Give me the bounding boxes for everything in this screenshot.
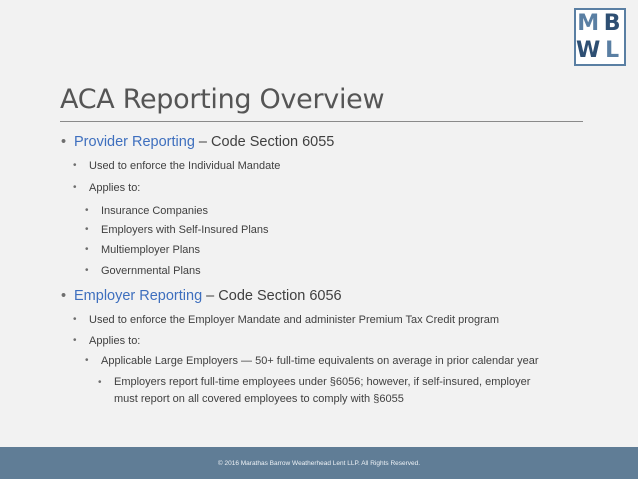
logo-letter: L <box>605 37 620 63</box>
sub-sub-bullet-continuation: must report on all covered employees to comply with §6055 <box>114 393 404 405</box>
bullet-item: • Applies to: <box>89 335 140 347</box>
sub-bullet-item: • Employers with Self-Insured Plans <box>101 224 269 236</box>
section-heading-employer <box>74 288 342 304</box>
bullet-item: • Used to enforce the Employer Mandate and administer Premium Tax Credit program <box>89 314 499 326</box>
section-heading-rest: – Code Section 6056 <box>202 288 342 304</box>
slide-title: ACA Reporting Overview <box>60 84 385 115</box>
mbwl-logo <box>574 8 626 66</box>
copyright-notice: © 2016 Marathas Barrow Weatherhead Lent LLP. All Rights Reserved. <box>217 460 421 467</box>
section-heading-rest: – Code Section 6055 <box>194 134 335 150</box>
title-divider <box>60 121 583 122</box>
sub-bullet-item: • Governmental Plans <box>101 265 201 277</box>
sub-bullet-item: • Multiemployer Plans <box>101 244 200 256</box>
bullet-item: • Used to enforce the Individual Mandate <box>89 160 280 172</box>
section-heading-provider <box>74 134 334 150</box>
section-heading-highlight: Provider Reporting <box>74 134 195 150</box>
logo-letter: M <box>577 10 600 36</box>
section-heading-highlight: Employer Reporting <box>74 288 203 304</box>
sub-bullet-item: • Applicable Large Employers — 50+ full-time equivalents on average in prior calendar year <box>101 355 539 367</box>
logo-letter: W <box>576 37 601 63</box>
footer-bar <box>0 447 638 479</box>
sub-bullet-item: • Insurance Companies <box>101 205 208 217</box>
sub-sub-bullet-item: • Employers report full-time employees under §6056; however, if self-insured, employer <box>114 374 530 391</box>
bullet-item: • Applies to: <box>89 182 140 194</box>
logo-letter: B <box>603 10 621 36</box>
